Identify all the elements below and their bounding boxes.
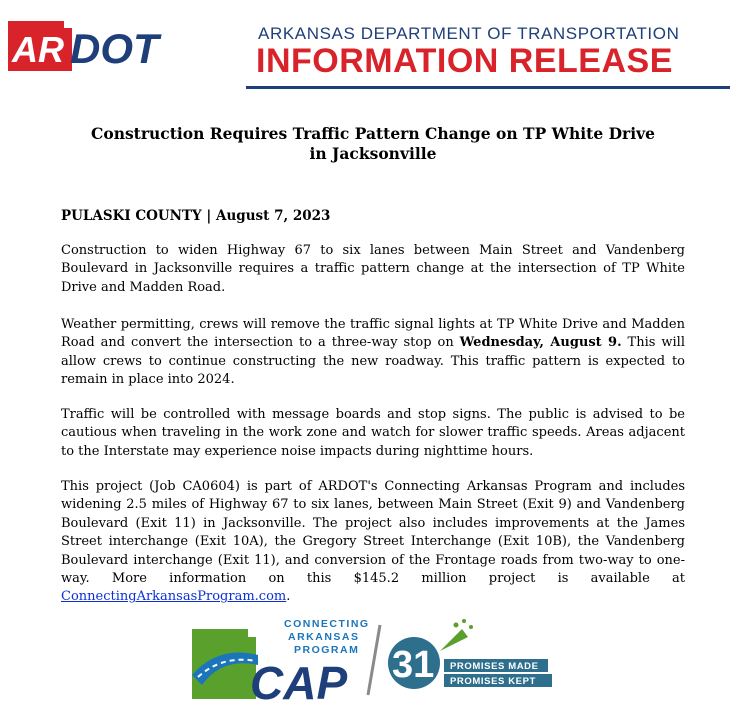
- svg-text:DOT: DOT: [70, 25, 159, 72]
- paragraph-2: [61, 316, 685, 390]
- footer-logos: [188, 615, 558, 705]
- paragraph-3: Traffic will be controlled with message boards and stop signs. The public is advised to be cautious when traveling in the work zone and watch for slower traffic speeds. Areas adjacent to the Interstate may experience noise impacts during nighttime hours.: [61, 407, 685, 459]
- paragraph-4: [61, 478, 685, 607]
- connecting-arkansas-program-logo: [192, 618, 370, 705]
- release-title: [60, 124, 686, 164]
- department-name: ARKANSAS DEPARTMENT OF TRANSPORTATION: [258, 24, 680, 43]
- svg-text:PROGRAM: PROGRAM: [294, 644, 360, 656]
- paragraph-2-text-end: This will allow crews to continue constructing the new roadway. This traffic pattern is expected to remain in place into 2024.: [61, 335, 685, 388]
- paragraph-2-text: Weather permitting, crews will remove the traffic signal lights at TP White Drive and Madden Road and convert the intersection to a three-way stop on: [61, 317, 685, 351]
- svg-text:31: 31: [392, 644, 435, 686]
- title-line-1: Construction Requires Traffic Pattern Change on TP White Drive: [91, 124, 655, 143]
- release-header: [0, 0, 739, 96]
- title-line-2: in Jacksonville: [309, 144, 437, 163]
- paragraph-4-end: .: [286, 589, 291, 605]
- paragraph-1: Construction to widen Highway 67 to six lanes between Main Street and Vandenberg Boulevard in Jacksonville requires a traffic pattern change at the intersection of TP White Drive and Madden Road.: [61, 243, 685, 295]
- svg-text:AR: AR: [12, 29, 64, 70]
- paragraph-2-date: Wednesday, August 9.: [459, 335, 622, 351]
- svg-text:PROMISES KEPT: PROMISES KEPT: [450, 676, 536, 687]
- svg-text:CAP: CAP: [250, 657, 348, 705]
- svg-text:CONNECTING: CONNECTING: [284, 618, 370, 630]
- ardot-logo: [6, 18, 182, 74]
- information-release-heading: INFORMATION RELEASE: [256, 42, 673, 80]
- program-website-link[interactable]: ConnectingArkansasProgram.com: [61, 589, 287, 605]
- logo-divider: [368, 625, 380, 695]
- paragraph-4-text: This project (Job CA0604) is part of ARDOT's Connecting Arkansas Program and includes widening 2.5 miles of Highway 67 to six lanes, between Main Street (Exit 9) and Vandenberg Boulevard (Exit 11) in Jacksonville. The project also includes improvements at the James Street interchange (Exit 10A), the Gregory Street Interchange (Exit 10B), the Vandenberg Boulevard interchange (Exit 11), and conversion of the Frontage roads from two-way to one-way. More information on this $145.2 million project is available at: [61, 479, 685, 587]
- promises-made-promises-kept-logo: [388, 619, 552, 689]
- header-rule: [246, 86, 730, 89]
- svg-text:PROMISES MADE: PROMISES MADE: [450, 661, 539, 672]
- svg-text:ARKANSAS: ARKANSAS: [288, 631, 360, 643]
- dateline: PULASKI COUNTY | August 7, 2023: [61, 208, 331, 224]
